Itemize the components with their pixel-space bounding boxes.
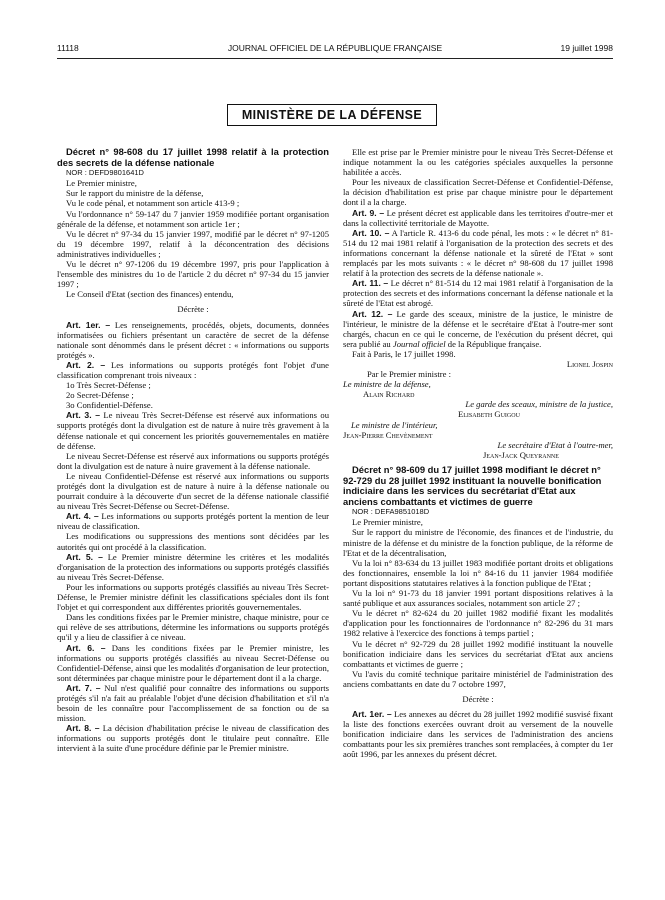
article-12: Art. 12. – Le garde des sceaux, ministre de la justice, le ministre de l'intérieur, le ministre de la défense et le secrétaire d'Etat à l'outre-mer sont chargés, chacun en ce qui le concerne, de l'exécution du présent décret, qui sera publié au Journal officiel de la République française.: [343, 308, 613, 349]
list-item: 1o Très Secret-Défense ;: [66, 380, 151, 391]
preamble-line: Vu le décret n° 92-729 du 28 juillet 1992 modifié instituant la nouvelle bonification indiciaire dans les services du secrétariat d'Etat aux anciens combattants et victimes de guerre ;: [343, 638, 613, 669]
signatory-name: Jean-Pierre Chevènement: [343, 429, 433, 440]
list-item: 3o Confidentiel-Défense.: [66, 400, 153, 411]
article-paragraph: Pour les niveaux de classification Secret-Défense et Confidentiel-Défense, la décision d'habilitation est prise par chaque ministre pour le département dont il a la charge.: [343, 177, 613, 208]
article-paragraph: Les modifications ou suppressions des mentions sont décidées par les autorités qui ont procédé à la classification.: [57, 531, 329, 552]
article-label: Art. 1er. –: [66, 319, 111, 330]
page-header: [57, 43, 613, 57]
article-3: Art. 3. – Le niveau Très Secret-Défense est réservé aux informations ou supports protégés dont la divulgation est de nature à nuire très gravement à la défense nationale et qui concernent les priorités gouvernementales en matière de défense.: [57, 410, 329, 451]
article-11: Art. 11. – Le décret n° 81-514 du 12 mai 1981 relatif à l'organisation de la protection des secrets et des informations concernant la défense nationale et la sûreté de l'Etat est abrogé.: [343, 278, 613, 309]
preamble-line: Vu la loi n° 83-634 du 13 juillet 1983 modifiée portant droits et obligations des fonctionnaires, ensemble la loi n° 84-16 du 11 janvier 1984 modifiée portant dispositions statutaires relatives à la fonction publique de l'Etat ;: [343, 557, 613, 588]
signatory-name: Jean-Jack Queyranne: [483, 449, 559, 460]
article-label: Art. 1er. –: [352, 709, 392, 720]
article-paragraph: Pour les informations ou supports protégés classifiés au niveau Très Secret-Défense, le Premier ministre définit les classifications spéciales dont ils font l'objet et qui correspondent aux différentes priorités gouvernementales.: [57, 581, 329, 613]
article-2: Art. 2. – Les informations ou supports protégés font l'objet d'une classification comprenant trois niveaux :: [57, 359, 329, 380]
article-label: Art. 10. –: [352, 227, 390, 238]
article-paragraph: Le niveau Confidentiel-Défense est réservé aux informations ou supports protégés dont la divulgation est de nature à nuire à la défense nationale ou pourrait conduire à la découverte d'un secret de la défense nationale classifié au niveau Très Secret-Défense ou Secret-Défense.: [57, 470, 329, 512]
decrete-label: Décrète :: [462, 693, 494, 704]
preamble-line: Vu le décret n° 97-34 du 15 janvier 1997, modifié par le décret n° 97-1205 du 19 décembre 1997, relatif à la déconcentration des décisions administratives individuelles ;: [57, 228, 329, 259]
article-paragraph: Dans les conditions fixées par le Premier ministre, chaque ministre, pour ce qui relève de ses attributions, détermine les informations ou supports protégés qu'il y a lieu de classifier à ce niveau.: [57, 612, 329, 643]
signatory-role: Le ministre de la défense,: [343, 379, 431, 390]
article-label: Art. 4. –: [66, 511, 99, 522]
preamble-line: Vu l'avis du comité technique paritaire ministériel de l'administration des anciens combattants en date du 7 octobre 1997,: [343, 668, 613, 689]
article-4: Art. 4. – Les informations ou supports protégés portent la mention de leur niveau de classification.: [57, 511, 329, 532]
article-paragraph: Le niveau Secret-Défense est réservé aux informations ou supports protégés dont la divulgation est de nature à nuire gravement à la défense nationale.: [57, 450, 329, 471]
preamble-line: Le Premier ministre,: [66, 178, 137, 189]
decrete-label: Décrète :: [177, 304, 209, 315]
article-label: Art. 7. –: [66, 682, 101, 693]
article-9: Art. 9. – Le présent décret est applicable dans les territoires d'outre-mer et dans la collectivité territoriale de Mayotte.: [343, 207, 613, 228]
journal-reference: Journal officiel: [392, 338, 446, 349]
article-7: Art. 7. – Nul n'est qualifié pour connaître des informations ou supports protégés s'il n'a fait au préalable l'objet d'une décision d'habilitation et s'il n'a besoin de les connaître pour l'accomplissement de sa fonction ou de sa mission.: [57, 682, 329, 724]
article-label: Art. 2. –: [66, 359, 106, 370]
signatory-role: Le ministre de l'intérieur,: [351, 419, 438, 430]
issue-date: 19 juillet 1998: [560, 43, 613, 53]
preamble-line: Vu le décret n° 82-624 du 20 juillet 1982 modifié fixant les modalités d'application pour les fonctionnaires de l'ordonnance n° 82-296 du 31 mars 1982 relative à l'exercice des fonctions à temps partiel ;: [343, 608, 613, 639]
preamble-line: Vu le décret n° 97-1206 du 19 décembre 1997, pris pour l'application à l'ensemble des ministres du 1o de l'article 2 du décret n° 97-34 du 15 janvier 1997 ;: [57, 259, 329, 290]
header-rule: [57, 58, 613, 59]
preamble-line: Vu le code pénal, et notamment son article 413-9 ;: [66, 198, 240, 209]
article-1: Art. 1er. – Les renseignements, procédés, objets, documents, données informatisées ou fichiers présentant un caractère de secret de la défense nationale sont dénommés dans le présent décret : « informations ou supports protégés ».: [57, 319, 329, 360]
article-label: Art. 5. –: [66, 551, 103, 562]
decree1-nor: NOR : DEFD9801641D: [66, 168, 144, 178]
preamble-line: Sur le rapport du ministre de l'économie, des finances et de l'industrie, du ministre de la défense et du ministre de la fonction publique, de la réforme de l'Etat et de la décentralisation,: [343, 527, 613, 558]
article-8: Art. 8. – La décision d'habilitation précise le niveau de classification des informations ou supports protégés dont le titulaire peut connaître. Elle intervient à la suite d'une procédure définie par le Premier ministre.: [57, 723, 329, 754]
article-label: Art. 8. –: [66, 723, 100, 734]
list-item: 2o Secret-Défense ;: [66, 390, 134, 401]
ministry-heading: MINISTÈRE DE LA DÉFENSE: [227, 104, 437, 126]
decree2-title: Décret n° 98-609 du 17 juillet 1998 modifiant le décret n° 92-729 du 28 juillet 1992 instituant la nouvelle bonification indiciaire dans les services du secrétariat d'Etat aux anciens combattants et victimes de guerre: [343, 463, 602, 507]
article-label: Art. 9. –: [352, 207, 385, 218]
journal-title: JOURNAL OFFICIEL DE LA RÉPUBLIQUE FRANÇAISE: [227, 43, 443, 53]
signatory-role: Le secrétaire d'Etat à l'outre-mer,: [497, 439, 613, 450]
preamble-line: Vu l'ordonnance n° 59-147 du 7 janvier 1959 modifiée portant organisation générale de la défense, et notamment son article 1er ;: [57, 208, 329, 229]
article-label: Art. 6. –: [66, 642, 106, 653]
signatory-name: Lionel Jospin: [566, 358, 613, 369]
preamble-line: Le Premier ministre,: [352, 517, 423, 528]
signature-date: Fait à Paris, le 17 juillet 1998.: [352, 348, 456, 359]
signatory-intro: Par le Premier ministre :: [367, 369, 452, 380]
decree2-nor: NOR : DEFA9851018D: [352, 507, 430, 517]
article-10: Art. 10. – A l'article R. 413-6 du code pénal, les mots : « le décret n° 81-514 du 12 mai 1981 relatif à l'organisation de la protection des secrets et des informations concernant la défense nationale et la sûreté de l'Etat » sont remplacés par les mots suivants : « le décret n° 98-608 du 17 juillet 1998 relatif à la protection des secrets de la défense nationale ».: [343, 227, 613, 279]
article-label: Art. 12. –: [352, 308, 393, 319]
left-column: [57, 147, 329, 754]
article-1: Art. 1er. – Les annexes au décret du 28 juillet 1992 modifié susvisé fixant la liste des fonctions exercées ouvrant droit au versement de la nouvelle bonification indiciaire dans les services de l'administration des anciens combattants pour les six premières tranches sont remplacées, à compter du 1er août 1996, par les annexes du présent décret.: [343, 709, 614, 760]
article-paragraph: Elle est prise par le Premier ministre pour le niveau Très Secret-Défense et indique notamment la ou les catégories spéciales auxquelles la personne habilitée a accès.: [343, 147, 613, 178]
article-label: Art. 11. –: [352, 278, 389, 289]
right-column: [343, 147, 613, 760]
preamble-line: Le Conseil d'Etat (section des finances) entendu,: [66, 289, 234, 300]
article-label: Art. 3. –: [66, 410, 100, 421]
preamble-line: Sur le rapport du ministre de la défense,: [66, 188, 204, 199]
decree1-title: Décret n° 98-608 du 17 juillet 1998 relatif à la protection des secrets de la défense nationale: [57, 146, 329, 168]
article-6: Art. 6. – Dans les conditions fixées par le Premier ministre, les informations ou supports protégés classifiés au niveau Secret-Défense ou Confidentiel-Défense, ainsi que les modalités d'organisation de leur protection, sont déterminées par chaque ministre pour le département dont il a la charge.: [57, 642, 329, 683]
preamble-line: Vu la loi n° 91-73 du 18 janvier 1991 portant dispositions relatives à la santé publique et aux assurances sociales, notamment son article 27 ;: [343, 588, 613, 609]
signatory-role: Le garde des sceaux, ministre de la justice,: [465, 399, 613, 410]
page-number: 11118: [57, 43, 79, 53]
article-5: Art. 5. – Le Premier ministre détermine les critères et les modalités d'organisation de la protection des informations ou supports protégés classifiés au niveau Très Secret-Défense.: [57, 551, 329, 582]
signatory-name: Elisabeth Guigou: [458, 409, 520, 420]
signatory-name: Alain Richard: [363, 389, 415, 400]
